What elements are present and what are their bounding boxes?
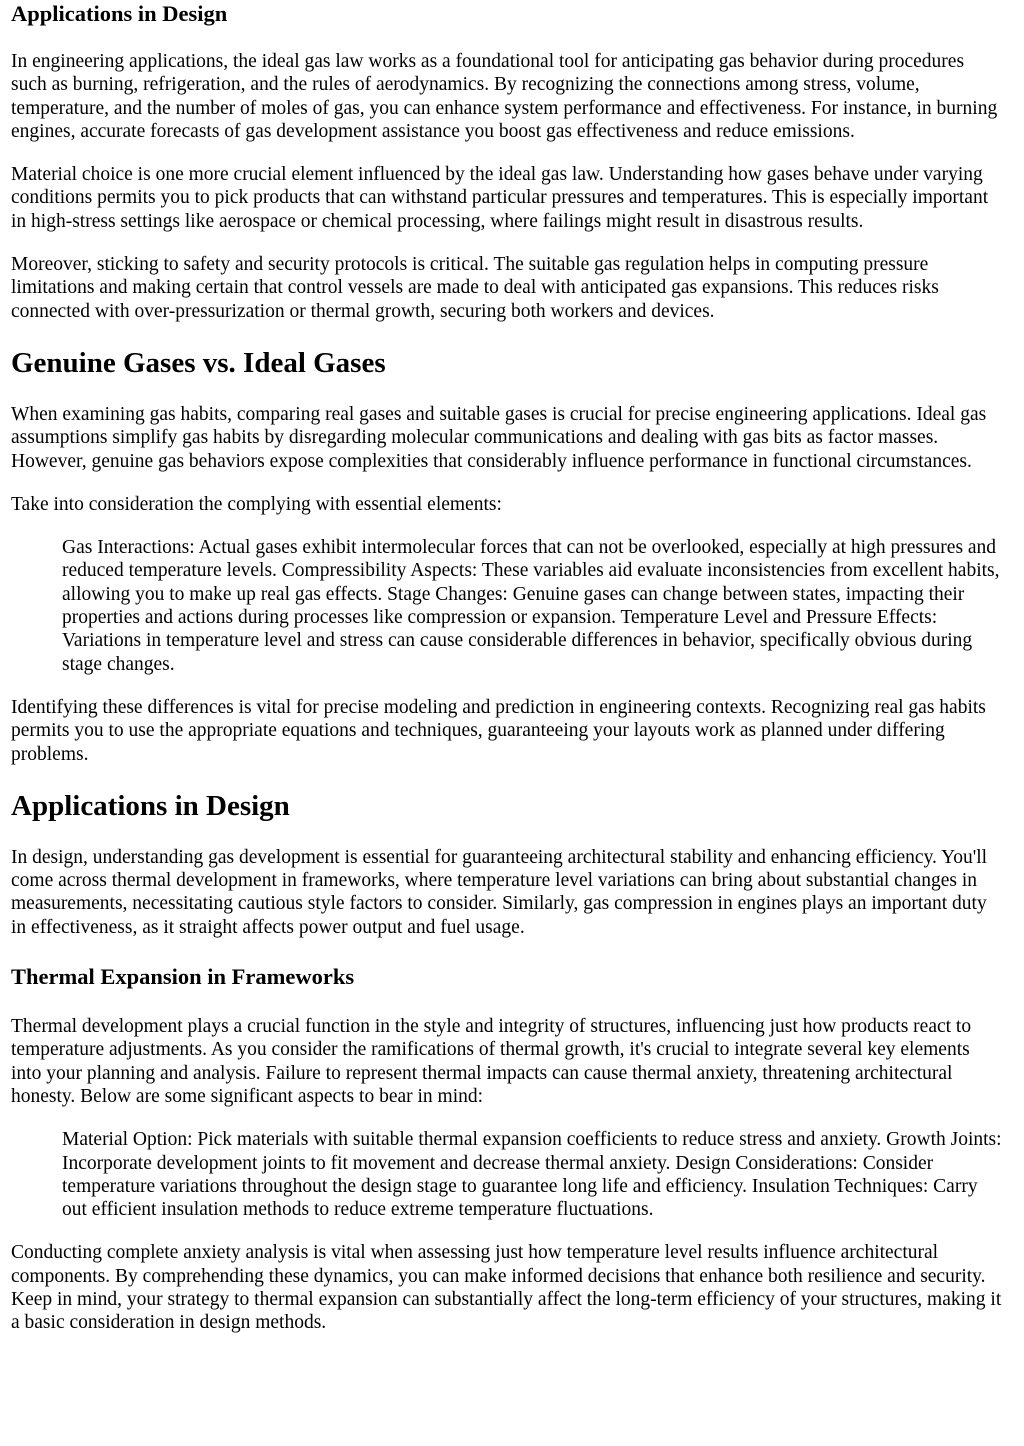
heading-thermal-expansion: Thermal Expansion in Frameworks [11,964,355,990]
paragraph-anxiety-analysis: Conducting complete anxiety analysis is vital when assessing just how temperature level results influence architectural components. By comprehending these dynamics, you can make informed decisions that enhance both resilience and security. Keep in mind, your strategy to thermal expansion can substantially affect the long-term efficiency of your structures, making it a basic consideration in design methods. [11,1242,1002,1334]
heading-applications-in-design: Applications in Design [11,1,228,26]
paragraph-design-gas-development: In design, understanding gas development is essential for guaranteeing architectural stability and enhancing efficiency. You'll come across thermal development in frameworks, where temperature level variations can bring about substantial changes in measurements, necessitating cautious style factors to consider. Similarly, gas compression in engines plays an important duty in effectiveness, as it straight affects power output and fuel usage. [11,846,988,938]
paragraph-safety-protocols: Moreover, sticking to safety and security protocols is critical. The suitable gas regulation helps in computing pressure limitations and making certain that control vessels are made to deal with anticipated gas expansions. This reduces risks connected with over-pressurization or thermal growth, securing both workers and devices. [11,254,939,322]
paragraph-ideal-gas-engineering: In engineering applications, the ideal gas law works as a foundational tool for anticipating gas behavior during procedures such as burning, refrigeration, and the rules of aerodynamics. By recognizing the connections among stress, volume, temperature, and the number of moles of gas, you can enhance system performance and effectiveness. For instance, in burning engines, accurate forecasts of gas development assistance you boost gas effectiveness and reduce emissions. [11,51,998,142]
paragraph-thermal-development: Thermal development plays a crucial function in the style and integrity of structures, influencing just how products react to temperature adjustments. As you consider the ramifications of thermal growth, it's crucial to integrate several key elements into your planning and analysis. Failure to represent thermal impacts can cause thermal anxiety, threatening architectural honesty. Below are some significant aspects to bear in mind: [11,1016,972,1107]
paragraph-real-vs-ideal: When examining gas habits, comparing real gases and suitable gases is crucial for precise engineering applications. Ideal gas assumptions simplify gas habits by disregarding molecular communications and dealing with gas bits as factor masses. However, genuine gas behaviors expose complexities that considerably influence performance in functional circumstances. [11,403,987,472]
paragraph-consider-elements: Take into consideration the complying with essential elements: [11,493,502,515]
blockquote-thermal-aspects: Material Option: Pick materials with suitable thermal expansion coefficients to reduce stress and anxiety. Growth Joints: Incorporate development joints to fit movement and decrease thermal anxiety. Design Considerations: Consider temperature variations throughout the design stage to guarantee long life and efficiency. Insulation Techniques: Carry out efficient insulation methods to reduce extreme temperature fluctuations. [62,1129,1002,1221]
heading-genuine-vs-ideal-gases: Genuine Gases vs. Ideal Gases [11,346,386,379]
heading-applications-in-design-2: Applications in Design [11,789,290,822]
blockquote-gas-factors: Gas Interactions: Actual gases exhibit intermolecular forces that can not be overlooked, especially at high pressures and reduced temperature levels. Compressibility Aspects: These variables aid evaluate inconsistencies from excellent habits, allowing you to make up real gas effects. Stage Changes: Genuine gases can change between states, impacting their properties and actions during processes like compression or expansion. Temperature Level and Pressure Effects: Variations in temperature level and stress can cause considerable differences in behavior, specifically obvious during stage changes. [62,537,1000,675]
paragraph-identifying-differences: Identifying these differences is vital for precise modeling and prediction in engineering contexts. Recognizing real gas habits permits you to use the appropriate equations and techniques, guaranteeing your layouts work as planned under differing problems. [11,696,986,765]
paragraph-material-choice: Material choice is one more crucial element influenced by the ideal gas law. Understanding how gases behave under varying conditions permits you to pick products that can withstand particular pressures and temperatures. This is especially important in high-stress settings like aerospace or chemical processing, where failings might result in disastrous results. [11,164,989,232]
